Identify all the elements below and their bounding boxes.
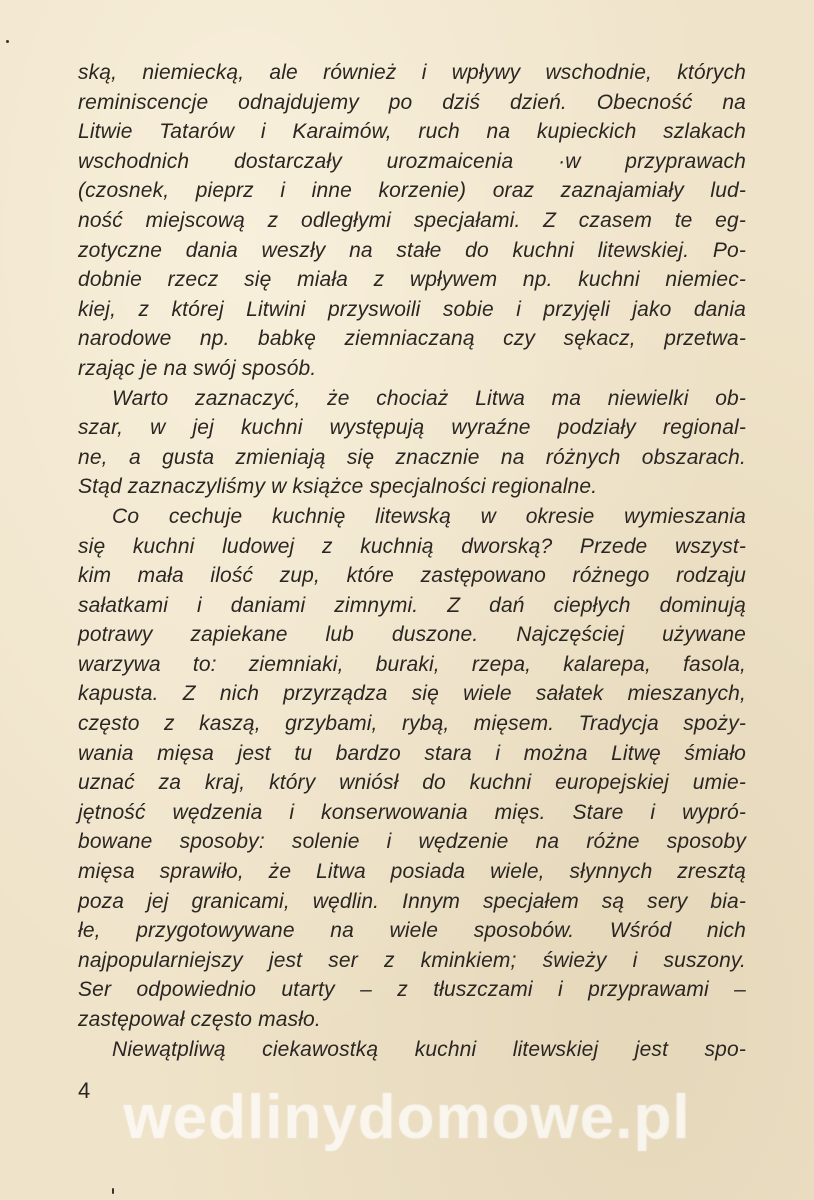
- text-line: rzając je na swój sposób.: [78, 356, 317, 380]
- text-line: się kuchni ludowej z kuchnią dworską? Przede wszyst-: [78, 534, 746, 558]
- text-line: narodowe np. babkę ziemniaczaną czy sękacz, przetwa-: [78, 327, 746, 351]
- text-line: kim mała ilość zup, które zastępowano różnego rodzaju: [78, 564, 746, 588]
- text-line: potrawy zapiekane lub duszone. Najczęściej używane: [78, 623, 746, 647]
- page-number: 4: [78, 1078, 91, 1103]
- text-line: uznać za kraj, który wniósł do kuchni europejskiej umie-: [78, 771, 746, 795]
- text-line: wschodnich dostarczały urozmaicenia ·w przyprawach: [78, 149, 746, 173]
- text-line: poza jej granicami, wędlin. Innym specjałem są sery bia-: [78, 889, 746, 913]
- text-line: zotyczne dania weszły na stałe do kuchni litewskiej. Po-: [78, 238, 746, 262]
- text-line: ność miejscową z odległymi specjałami. Z czasem te eg-: [78, 208, 746, 232]
- text-line: zastępował często masło.: [78, 1008, 321, 1031]
- text-line: warzywa to: ziemniaki, buraki, rzepa, kalarepa, fasola,: [78, 652, 746, 676]
- text-line: kapusta. Z nich przyrządza się wiele sałatek mieszanych,: [78, 682, 746, 706]
- body-text: [78, 58, 746, 1064]
- text-line: wania mięsa jest tu bardzo stara i można Litwę śmiało: [78, 741, 746, 765]
- text-line: najpopularniejszy jest ser z kminkiem; świeży i suszony.: [78, 948, 746, 972]
- text-line: szar, w jej kuchni występują wyraźne podziały regional-: [78, 416, 746, 440]
- text-line: mięsa sprawiło, że Litwa posiada wiele, słynnych zresztą: [78, 860, 746, 884]
- text-line: ską, niemiecką, ale również i wpływy wschodnie, których: [78, 61, 746, 84]
- text-line: Stąd zaznaczyliśmy w książce specjalności regionalne.: [78, 475, 598, 499]
- text-line: Co cechuje kuchnię litewską w okresie wymieszania: [112, 504, 746, 528]
- text-line: łe, przygotowywane na wiele sposobów. Wśród nich: [78, 919, 746, 943]
- text-line: sałatkami i daniami zimnymi. Z dań ciepłych dominują: [78, 593, 746, 617]
- text-line: Litwie Tatarów i Karaimów, ruch na kupieckich szlakach: [78, 120, 746, 144]
- scan-speck: [112, 1188, 114, 1194]
- text-line: często z kaszą, grzybami, rybą, mięsem. Tradycja spoży-: [78, 712, 746, 736]
- text-line: kiej, z której Litwini przyswoili sobie i przyjęli jako dania: [78, 297, 746, 321]
- text-line: reminiscencje odnajdujemy po dziś dzień. Obecność na: [78, 90, 746, 114]
- text-line: ne, a gusta zmieniają się znacznie na różnych obszarach.: [78, 445, 746, 469]
- scan-speck: [6, 40, 9, 43]
- text-line: Warto zaznaczyć, że chociaż Litwa ma niewielki ob-: [112, 386, 746, 410]
- text-line: jętność wędzenia i konserwowania mięs. Stare i wypró-: [78, 800, 746, 824]
- watermark: wedlinydomowe.pl: [123, 1083, 691, 1152]
- text-line: Ser odpowiednio utarty – z tłuszczami i przyprawami –: [78, 978, 746, 1002]
- text-line: dobnie rzecz się miała z wpływem np. kuchni niemiec-: [78, 268, 746, 292]
- text-line: (czosnek, pieprz i inne korzenie) oraz zaznajamiały lud-: [78, 179, 746, 203]
- text-line: Niewątpliwą ciekawostką kuchni litewskiej jest spo-: [112, 1037, 746, 1061]
- text-line: bowane sposoby: solenie i wędzenie na różne sposoby: [78, 830, 746, 854]
